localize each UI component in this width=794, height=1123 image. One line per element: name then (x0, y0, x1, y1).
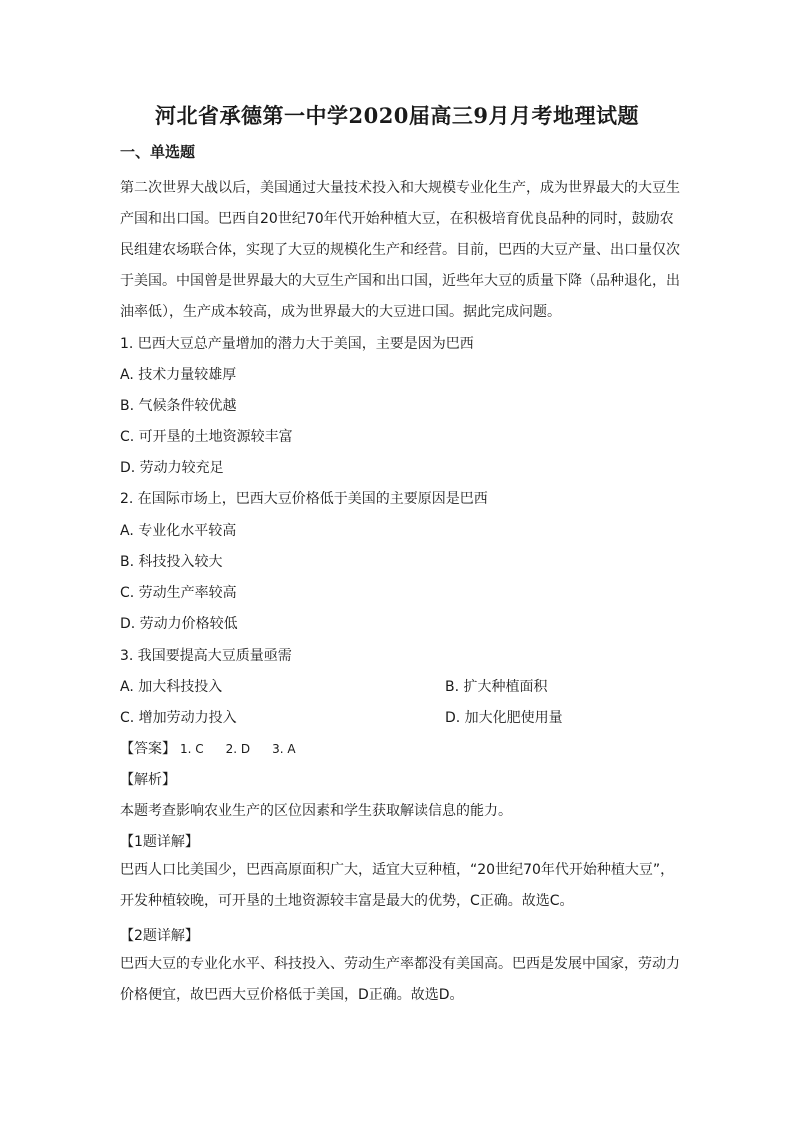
analysis-text: 本题考查影响农业生产的区位因素和学生获取解读信息的能力。 (120, 803, 512, 819)
question-1-option-a: A. 技术力量较雄厚 (120, 367, 237, 383)
answer-line (120, 738, 318, 758)
question-1-stem: 1. 巴西大豆总产量增加的潜力大于美国，主要是因为巴西 (120, 336, 474, 352)
question-2-option-b: B. 科技投入较大 (120, 554, 223, 570)
page-title: 河北省承德第一中学2020届高三9月月考地理试题 (154, 103, 640, 128)
question-3-option-a: A. 加大科技投入 (120, 679, 223, 695)
analysis-label: 【解析】 (120, 772, 176, 788)
answer-2: 2. D (225, 742, 251, 756)
question-1-option-b: B. 气候条件较优越 (120, 398, 237, 414)
question-2-option-d: D. 劳动力价格较低 (120, 616, 238, 632)
question-3-option-b: B. 扩大种植面积 (445, 679, 548, 695)
answer-1: 1. C (180, 742, 204, 756)
question-2-option-c: C. 劳动生产率较高 (120, 585, 237, 601)
question-1-option-d: D. 劳动力较充足 (120, 460, 224, 476)
section-heading: 一、单选题 (120, 143, 196, 161)
question-3-option-c: C. 增加劳动力投入 (120, 710, 237, 726)
detail-1-text: 巴西人口比美国少，巴西高原面积广大，适宜大豆种植，“20世纪70年代开始种植大豆”，开发种植较晚，可开垦的土地资源较丰富是最大的优势，C正确。故选C。 (120, 862, 675, 909)
detail-2-text: 巴西大豆的专业化水平、科技投入、劳动生产率都没有美国高。巴西是发展中国家，劳动力价格便宜，故巴西大豆价格低于美国，D正确。故选D。 (120, 956, 680, 1003)
question-3-option-d: D. 加大化肥使用量 (445, 710, 563, 726)
question-3-stem: 3. 我国要提高大豆质量亟需 (120, 648, 292, 664)
question-1-option-c: C. 可开垦的土地资源较丰富 (120, 429, 293, 445)
detail-1-label: 【1题详解】 (120, 834, 199, 850)
answer-3: 3. A (272, 742, 296, 756)
detail-2-label: 【2题详解】 (120, 928, 199, 944)
passage-paragraph: 第二次世界大战以后，美国通过大量技术投入和大规模专业化生产，成为世界最大的大豆生产国和出口国。巴西自20世纪70年代开始种植大豆，在积极培育优良品种的同时，鼓励农民组建农场联合体，实现了大豆的规模化生产和经营。目前，巴西的大豆产量、出口量仅次于美国。中国曾是世界最大的大豆生产国和出口国，近些年大豆的质量下降（品种退化，出油率低），生产成本较高，成为世界最大的大豆进口国。据此完成问题。 (120, 180, 680, 320)
question-2-option-a: A. 专业化水平较高 (120, 523, 237, 539)
question-2-stem: 2. 在国际市场上，巴西大豆价格低于美国的主要原因是巴西 (120, 491, 488, 507)
answer-label: 【答案】 (120, 741, 176, 757)
